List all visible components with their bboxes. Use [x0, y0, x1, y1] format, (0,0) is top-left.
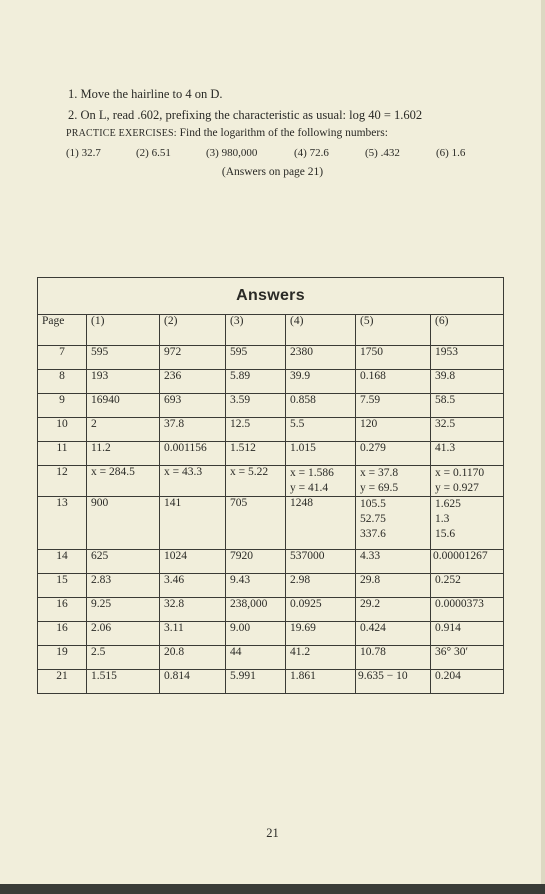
cell: 0.168 — [356, 370, 431, 394]
cell: 13 — [38, 497, 87, 550]
cell: 9.00 — [226, 622, 286, 646]
cell: 693 — [160, 394, 226, 418]
cell: 15 — [38, 574, 87, 598]
cell: 21 — [38, 670, 87, 694]
cell: x = 43.3 — [160, 466, 226, 497]
exercise-list — [66, 147, 486, 163]
table-row — [38, 442, 504, 466]
cell — [286, 466, 356, 497]
cell: 900 — [87, 497, 160, 550]
table-row — [38, 394, 504, 418]
cell: 141 — [160, 497, 226, 550]
cell: 0.001156 — [160, 442, 226, 466]
cell: 2.5 — [87, 646, 160, 670]
cell: 12.5 — [226, 418, 286, 442]
cell-line: y = 69.5 — [360, 482, 399, 494]
cell: 58.5 — [431, 394, 504, 418]
cell: 120 — [356, 418, 431, 442]
cell: 9.635 − 10 — [356, 670, 431, 694]
table-row — [38, 370, 504, 394]
cell: 0.252 — [431, 574, 504, 598]
cell: 2.83 — [87, 574, 160, 598]
cell: 10 — [38, 418, 87, 442]
cell-line: 1.625 — [435, 498, 461, 510]
cell: 5.5 — [286, 418, 356, 442]
page-number: 21 — [266, 826, 279, 840]
cell-line: 15.6 — [435, 528, 456, 540]
exercise-5: (5) .432 — [365, 147, 400, 159]
cell: 193 — [87, 370, 160, 394]
cell: x = 284.5 — [87, 466, 160, 497]
cell-line: y = 41.4 — [290, 482, 329, 494]
cell: 32.5 — [431, 418, 504, 442]
cell: 9 — [38, 394, 87, 418]
cell: 9.43 — [226, 574, 286, 598]
cell: 2.06 — [87, 622, 160, 646]
cell: 0.424 — [356, 622, 431, 646]
table-row — [38, 670, 504, 694]
practice-instruction: Find the logarithm of the following numbers: — [176, 127, 388, 139]
cell: 0.204 — [431, 670, 504, 694]
exercise-3: (3) 980,000 — [206, 147, 258, 159]
cell: 3.11 — [160, 622, 226, 646]
cell: 20.8 — [160, 646, 226, 670]
cell: 236 — [160, 370, 226, 394]
header-col-5: (5) — [356, 315, 431, 346]
cell-line: 105.5 — [360, 498, 386, 510]
cell: 19 — [38, 646, 87, 670]
header-col-1: (1) — [87, 315, 160, 346]
answers-reference: (Answers on page 21) — [221, 166, 324, 178]
cell-line: x = 0.1170 — [435, 467, 485, 479]
cell: 19.69 — [286, 622, 356, 646]
cell: 1.515 — [87, 670, 160, 694]
cell: 12 — [38, 466, 87, 497]
cell: 29.8 — [356, 574, 431, 598]
cell: 2 — [87, 418, 160, 442]
table-row — [38, 346, 504, 370]
cell: 1.015 — [286, 442, 356, 466]
cell: 2380 — [286, 346, 356, 370]
practice-label: PRACTICE EXERCISES: — [66, 128, 177, 139]
cell: 1024 — [160, 550, 226, 574]
cell: 3.46 — [160, 574, 226, 598]
cell: 10.78 — [356, 646, 431, 670]
cell: 41.3 — [431, 442, 504, 466]
table-row — [38, 646, 504, 670]
header-row — [38, 315, 504, 346]
table-row — [38, 598, 504, 622]
cell: 0.279 — [356, 442, 431, 466]
answers-title: Answers — [38, 278, 504, 315]
cell: 44 — [226, 646, 286, 670]
cell: 8 — [38, 370, 87, 394]
cell: 29.2 — [356, 598, 431, 622]
cell: 41.2 — [286, 646, 356, 670]
cell-line: 1.3 — [435, 513, 450, 525]
cell: 238,000 — [226, 598, 286, 622]
cell: 37.8 — [160, 418, 226, 442]
cell: x = 5.22 — [226, 466, 286, 497]
header-col-6: (6) — [431, 315, 504, 346]
cell — [356, 466, 431, 497]
cell: 595 — [87, 346, 160, 370]
practice-heading — [66, 127, 388, 139]
cell: 7.59 — [356, 394, 431, 418]
header-page: Page — [38, 315, 87, 346]
cell: 7 — [38, 346, 87, 370]
table-row — [38, 622, 504, 646]
cell: 5.991 — [226, 670, 286, 694]
cell — [431, 497, 504, 550]
cell-line: y = 0.927 — [435, 482, 479, 494]
cell-line: x = 1.586 — [290, 467, 334, 479]
scan-background — [0, 884, 545, 894]
cell: 0.858 — [286, 394, 356, 418]
table-row — [38, 574, 504, 598]
cell: 1248 — [286, 497, 356, 550]
exercise-4: (4) 72.6 — [294, 147, 329, 159]
cell: 625 — [87, 550, 160, 574]
header-col-3: (3) — [226, 315, 286, 346]
cell: 0.814 — [160, 670, 226, 694]
exercise-2: (2) 6.51 — [136, 147, 171, 159]
cell: 0.0000373 — [431, 598, 504, 622]
cell: 5.89 — [226, 370, 286, 394]
cell: 9.25 — [87, 598, 160, 622]
cell — [431, 466, 504, 497]
header-col-4: (4) — [286, 315, 356, 346]
cell: 4.33 — [356, 550, 431, 574]
cell: 1.861 — [286, 670, 356, 694]
step-1: 1. Move the hairline to 4 on D. — [68, 87, 223, 101]
cell: 14 — [38, 550, 87, 574]
cell: 0.914 — [431, 622, 504, 646]
cell: 32.8 — [160, 598, 226, 622]
cell: 595 — [226, 346, 286, 370]
cell: 972 — [160, 346, 226, 370]
table-row — [38, 550, 504, 574]
instruction-steps — [68, 84, 422, 126]
table-row — [38, 466, 504, 497]
cell: 39.9 — [286, 370, 356, 394]
cell-line: x = 37.8 — [360, 467, 399, 479]
cell: 1.512 — [226, 442, 286, 466]
cell: 11.2 — [87, 442, 160, 466]
step-2: 2. On L, read .602, prefixing the characteristic as usual: log 40 = 1.602 — [68, 108, 423, 122]
cell: 1750 — [356, 346, 431, 370]
cell: 16940 — [87, 394, 160, 418]
cell: 705 — [226, 497, 286, 550]
answers-table — [37, 277, 504, 694]
exercise-1: (1) 32.7 — [66, 147, 101, 159]
page-edge — [541, 0, 545, 884]
cell: 16 — [38, 622, 87, 646]
table-row — [38, 497, 504, 550]
cell-line: 52.75 — [360, 513, 386, 525]
cell-line: 337.6 — [360, 528, 386, 540]
cell: 0.00001267 — [431, 550, 504, 574]
exercise-6: (6) 1.6 — [436, 147, 466, 159]
cell: 36° 30′ — [431, 646, 504, 670]
table-row — [38, 418, 504, 442]
cell: 39.8 — [431, 370, 504, 394]
cell: 0.0925 — [286, 598, 356, 622]
cell: 1953 — [431, 346, 504, 370]
cell: 2.98 — [286, 574, 356, 598]
cell: 16 — [38, 598, 87, 622]
cell — [356, 497, 431, 550]
cell: 7920 — [226, 550, 286, 574]
cell: 11 — [38, 442, 87, 466]
header-col-2: (2) — [160, 315, 226, 346]
cell: 537000 — [286, 550, 356, 574]
cell: 3.59 — [226, 394, 286, 418]
